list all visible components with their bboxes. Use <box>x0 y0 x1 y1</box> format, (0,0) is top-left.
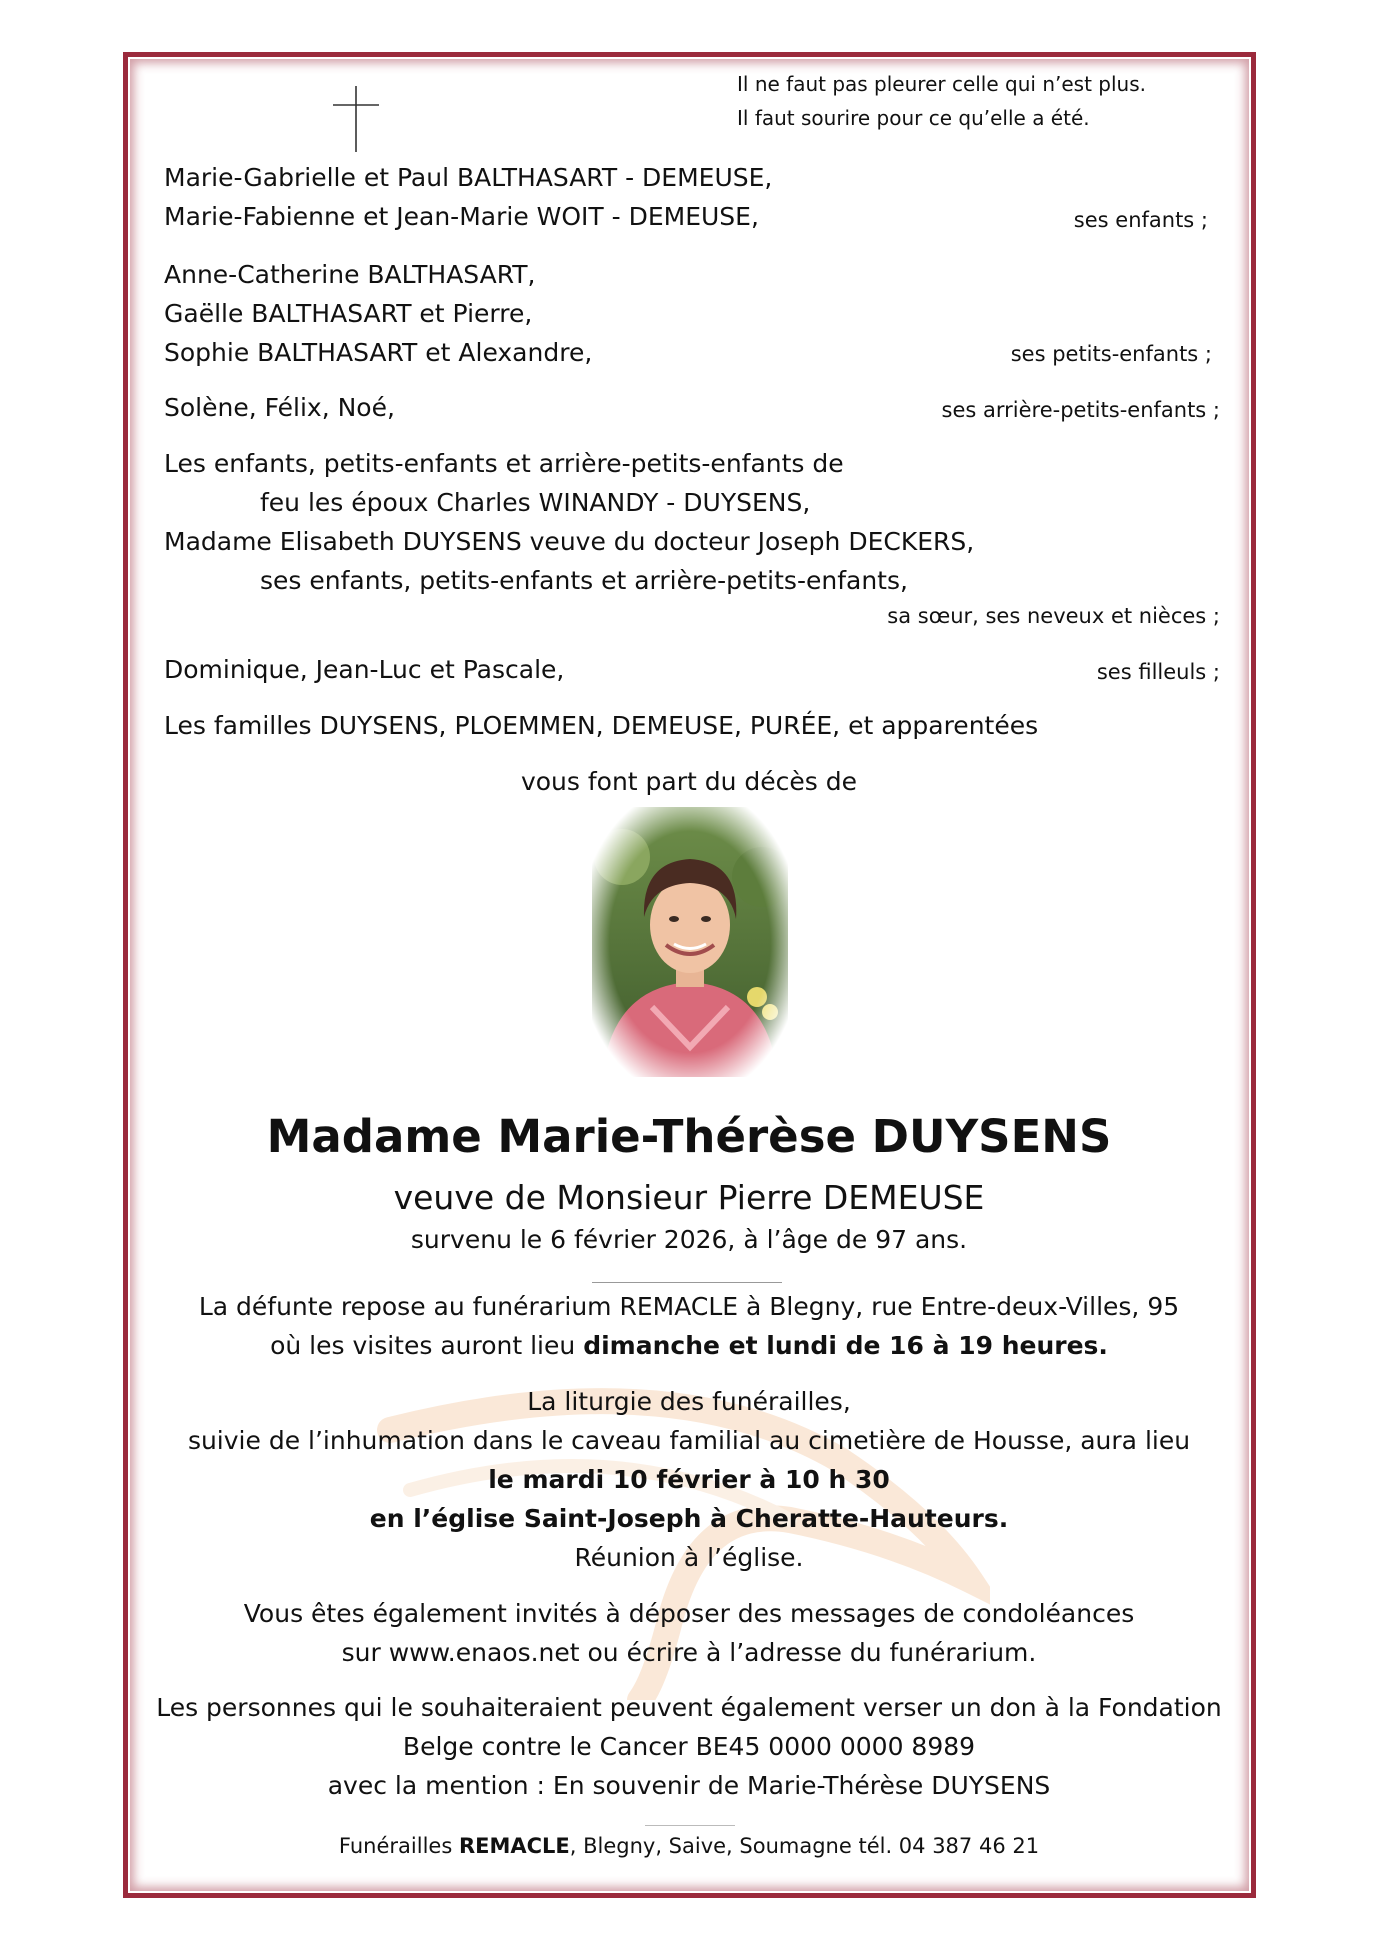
godchildren: Dominique, Jean-Luc et Pascale, <box>164 655 565 684</box>
great-grandchildren-label: ses arrière-petits-enfants ; <box>941 398 1220 422</box>
visit-hours: dimanche et lundi de 16 à 19 heures. <box>583 1331 1108 1360</box>
grandchildren-line-2: Gaëlle BALTHASART et Pierre, <box>164 299 533 328</box>
children-line-1: Marie-Gabrielle et Paul BALTHASART - DEMEUSE, <box>164 163 773 192</box>
footer <box>0 1834 1378 1858</box>
footer-brand: REMACLE <box>458 1834 570 1858</box>
epigraph-line-1: Il ne faut pas pleurer celle qui n’est plus. <box>737 72 1146 96</box>
epigraph-line-2: Il faut sourire pour ce qu’elle a été. <box>737 106 1090 130</box>
condolences-line-2: sur www.enaos.net ou écrire à l’adresse du funérarium. <box>341 1638 1037 1667</box>
funeral-date: le mardi 10 février à 10 h 30 <box>488 1465 890 1494</box>
funeral-line-2: suivie de l’inhumation dans le caveau familial au cimetière de Housse, aura lieu <box>187 1426 1191 1455</box>
siblings-label: sa sœur, ses neveux et nièces ; <box>887 604 1220 628</box>
donation-line-1: Les personnes qui le souhaiteraient peuvent également verser un don à la Fondation <box>156 1693 1222 1722</box>
condolences-line-1: Vous êtes également invités à déposer des messages de condoléances <box>243 1599 1135 1628</box>
siblings-line-2: feu les époux Charles WINANDY - DUYSENS, <box>260 488 811 517</box>
deceased-portrait <box>592 807 788 1077</box>
funeral-meeting: Réunion à l’église. <box>574 1543 804 1572</box>
families-line: Les familles DUYSENS, PLOEMMEN, DEMEUSE, PURÉE, et apparentées <box>164 711 1039 740</box>
grandchildren-line-3: Sophie BALTHASART et Alexandre, <box>164 338 593 367</box>
funeral-place: en l’église Saint-Joseph à Cheratte-Hauteurs. <box>369 1504 1009 1533</box>
children-label: ses enfants ; <box>1073 208 1208 232</box>
footer-divider <box>645 1825 735 1826</box>
cross-icon <box>333 86 379 152</box>
donation-line-3: avec la mention : En souvenir de Marie-Thérèse DUYSENS <box>327 1771 1051 1800</box>
grandchildren-line-1: Anne-Catherine BALTHASART, <box>164 260 536 289</box>
siblings-line-1: Les enfants, petits-enfants et arrière-petits-enfants de <box>164 449 844 478</box>
siblings-line-4: ses enfants, petits-enfants et arrière-petits-enfants, <box>260 566 908 595</box>
divider <box>592 1282 782 1283</box>
great-grandchildren: Solène, Félix, Noé, <box>164 393 395 422</box>
rest-line-2-text: où les visites auront lieu <box>270 1331 584 1360</box>
funeral-line-1: La liturgie des funérailles, <box>527 1387 851 1416</box>
donation-line-2: Belge contre le Cancer BE45 0000 0000 8989 <box>402 1732 976 1761</box>
death-line: survenu le 6 février 2026, à l’âge de 97 ans. <box>410 1225 968 1254</box>
announce-line: vous font part du décès de <box>520 767 858 796</box>
deceased-name: Madame Marie-Thérèse DUYSENS <box>266 1110 1112 1163</box>
children-line-2: Marie-Fabienne et Jean-Marie WOIT - DEMEUSE, <box>164 202 759 231</box>
rest-line-1: La défunte repose au funérarium REMACLE à Blegny, rue Entre-deux-Villes, 95 <box>198 1292 1180 1321</box>
grandchildren-label: ses petits-enfants ; <box>1010 342 1212 366</box>
footer-post: , Blegny, Saive, Soumagne tél. 04 387 46 21 <box>569 1834 1040 1858</box>
godchildren-label: ses filleuls ; <box>1096 660 1220 684</box>
siblings-line-3: Madame Elisabeth DUYSENS veuve du docteur Joseph DECKERS, <box>164 527 975 556</box>
footer-pre: Funérailles <box>338 1834 459 1858</box>
rest-line-2 <box>0 1331 1378 1360</box>
widow-line: veuve de Monsieur Pierre DEMEUSE <box>393 1178 985 1217</box>
